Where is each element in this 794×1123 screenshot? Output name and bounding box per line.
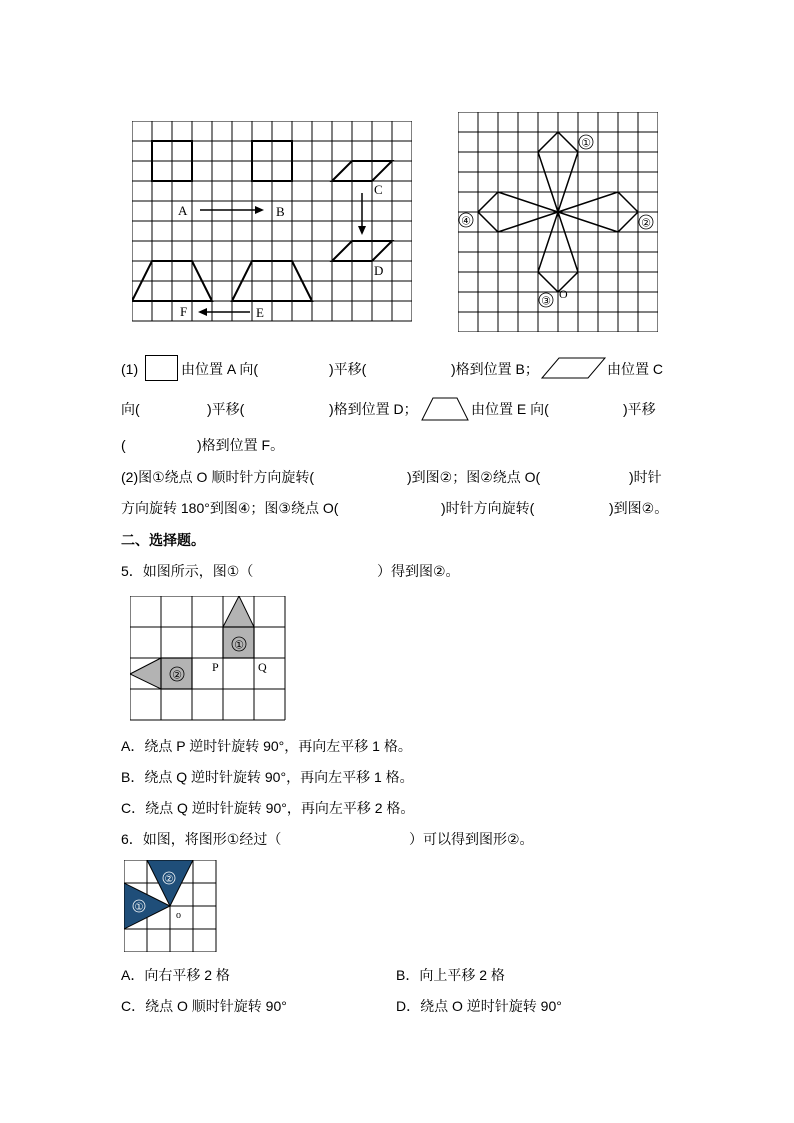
label-c: C [374, 182, 383, 197]
q1-number: (1) [121, 361, 139, 377]
q5-option-a[interactable]: A．绕点 P 逆时针旋转 90°，再向左平移 1 格。 [121, 738, 412, 754]
q2-line-2 [121, 498, 669, 518]
question-6-stem [121, 829, 534, 849]
label-fig-1: ① [581, 137, 591, 150]
parallelogram-icon [541, 357, 607, 379]
q5-shape-2-triangle [130, 658, 161, 689]
label-d: D [374, 263, 384, 278]
q1-text-b: )平移( [329, 361, 367, 377]
question-6-figure [124, 860, 220, 952]
q1-text-a: 由位置 A 向( [181, 361, 259, 377]
q6-option-d[interactable]: D．绕点 O 逆时针旋转 90° [396, 998, 562, 1014]
question-5-figure [130, 596, 288, 722]
q1-text-h: 由位置 E 向( [471, 401, 549, 417]
label-fig-4: ④ [461, 215, 471, 228]
label-a: A [178, 203, 188, 218]
q6-option-a[interactable]: A．向右平移 2 格 [121, 967, 230, 983]
label-b: B [276, 204, 285, 219]
q6-label-o: o [176, 910, 181, 921]
q1-text-i: )平移 [623, 401, 656, 417]
q5-stem-a: 5．如图所示，图①（ [121, 563, 254, 579]
q6-stem-a: 6．如图，将图形①经过（ [121, 831, 282, 847]
q2-text-a: (2)图①绕点 O 顺时针方向旋转( [121, 469, 314, 485]
question-5-stem [121, 561, 460, 581]
section-title: 二、选择题。 [121, 532, 205, 548]
q6-label-2: ② [164, 874, 174, 885]
q1-text-d: 由位置 C [607, 361, 663, 377]
q5-stem-b: ）得到图②。 [377, 563, 460, 579]
q1-line-2 [121, 396, 656, 422]
parallelogram-d [332, 241, 392, 261]
q2-text-d: 方向旋转 180°到图④；图③绕点 O( [121, 500, 339, 516]
q5-shape-1-triangle [223, 596, 254, 627]
q5-option-b[interactable]: B．绕点 Q 逆时针旋转 90°，再向左平移 1 格。 [121, 769, 414, 785]
q1-text-g: )格到位置 D； [329, 401, 418, 417]
label-e: E [256, 305, 264, 320]
rotation-grid-figure [458, 112, 658, 332]
q6-option-c[interactable]: C．绕点 O 顺时针旋转 90° [121, 998, 287, 1014]
q2-text-f: )到图②。 [609, 500, 669, 516]
q1-line-1 [121, 356, 663, 382]
q5-option-c[interactable]: C．绕点 Q 逆时针旋转 90°，再向左平移 2 格。 [121, 800, 415, 816]
q5-label-p: P [212, 660, 219, 674]
q5-label-q: Q [258, 660, 267, 674]
q5-label-1: ① [234, 639, 244, 652]
q1-text-f: )平移( [207, 401, 245, 417]
q2-text-e: )时针方向旋转( [441, 500, 535, 516]
q6-stem-b: ）可以得到图形②。 [409, 831, 534, 847]
label-point-o: O [559, 287, 568, 301]
q6-label-1: ① [134, 902, 144, 913]
arrowhead-a-to-b [255, 206, 264, 214]
q2-text-c: )时针 [629, 469, 662, 485]
arrowhead-c-to-d [358, 226, 366, 235]
translation-grid-figure [132, 121, 412, 323]
q1-text-e: 向( [121, 401, 140, 417]
square-icon [145, 355, 178, 381]
q1-text-k: )格到位置 F。 [197, 437, 285, 453]
q6-option-b[interactable]: B．向上平移 2 格 [396, 967, 505, 983]
label-fig-3: ③ [541, 295, 551, 308]
q1-line-3 [121, 435, 285, 455]
parallelogram-c [332, 161, 392, 181]
q1-text-j: ( [121, 437, 126, 453]
q1-text-c: )格到位置 B； [451, 361, 539, 377]
arrowhead-e-to-f [198, 308, 207, 316]
q2-line-1 [121, 467, 662, 487]
label-f: F [180, 304, 188, 319]
q2-text-b: )到图②；图②绕点 O( [407, 469, 541, 485]
trapezoid-icon [421, 397, 469, 421]
label-fig-2: ② [641, 217, 651, 230]
q5-label-2: ② [172, 669, 182, 682]
